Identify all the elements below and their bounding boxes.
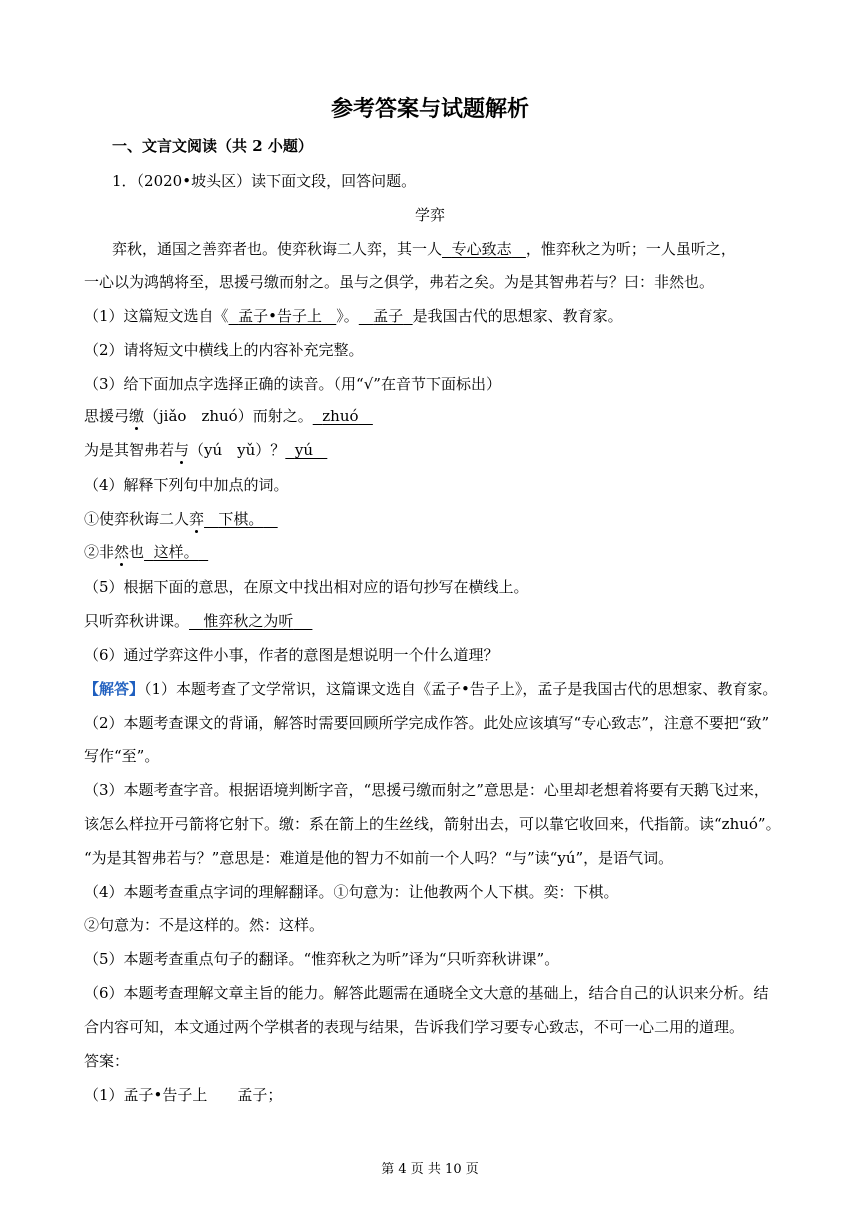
passage-text-a: 弈秋，通国之善弈者也。使弈秋诲二人弈，其一人 bbox=[112, 240, 443, 258]
q4b-line: ②非然也 这样。 bbox=[84, 541, 208, 562]
analysis-a2-l2: 写作“至”。 bbox=[84, 747, 160, 765]
analysis-a3-l1: （3）本题考查字音。根据语境判断字音，“思援弓缴而射之”意思是：心里却老想着将要有天鹅飞过来， bbox=[84, 781, 769, 799]
q1-answer-author: 孟子 bbox=[373, 307, 404, 325]
page-title: 参考答案与试题解析 bbox=[330, 96, 529, 122]
analysis-a3-l2: 该怎么样拉开弓箭将它射下。缴：系在箭上的生丝线，箭射出去，可以靠它收回来，代指箭。读“zhuó”。 bbox=[84, 815, 781, 833]
dotted-char: 缴 bbox=[129, 407, 145, 425]
section-heading: 一、文言文阅读（共 2 小题） bbox=[112, 137, 313, 155]
analysis-a6-l1: （6）本题考查理解文章主旨的能力。解答此题需在通晓全文大意的基础上，结合自己的认识来分析。结 bbox=[84, 984, 769, 1002]
analysis-a6-l2: 合内容可知，本文通过两个学棋者的表现与结果，告诉我们学习要专心致志，不可一心二用的道理。 bbox=[84, 1018, 745, 1036]
passage-line-1 bbox=[112, 238, 736, 259]
q4b-answer: 这样。 bbox=[153, 543, 199, 561]
q3a-line: 思援弓缴（jiǎo zhuó）而射之。 zhuó bbox=[84, 405, 373, 426]
q5-line: （5）根据下面的意思，在原文中找出相对应的语句抄写在横线上。 bbox=[84, 578, 529, 596]
answer-1: （1）孟子•告子上 孟子； bbox=[84, 1086, 283, 1104]
passage-blank-answer: 专心致志 bbox=[451, 240, 512, 258]
q4-line: （4）解释下列句中加点的词。 bbox=[84, 476, 289, 494]
q3b-line: 为是其智弗若与（yú yǔ）？ yú bbox=[84, 439, 327, 460]
q4a-line: ①使弈秋诲二人弈 下棋。 bbox=[84, 508, 278, 529]
q5a-answer: 惟弈秋之为听 bbox=[203, 612, 294, 630]
q1-answer-source: 孟子•告子上 bbox=[238, 307, 322, 325]
analysis-a4-l1: （4）本题考查重点字词的理解翻译。①句意为：让他教两个人下棋。奕：下棋。 bbox=[84, 883, 619, 901]
question-intro: 1．（2020•坡头区）读下面文段，回答问题。 bbox=[112, 172, 417, 190]
q6-line: （6）通过学弈这件小事，作者的意图是想说明一个什么道理？ bbox=[84, 646, 499, 664]
answer-label: 答案： bbox=[84, 1052, 130, 1070]
analysis-a3-l3: “为是其智弗若与？”意思是：难道是他的智力不如前一个人吗？“与”读“yú”，是语气词。 bbox=[84, 849, 674, 867]
analysis-a2-l1: （2）本题考查课文的背诵，解答时需要回顾所学完成作答。此处应该填写“专心致志”，注意不要把“致” bbox=[84, 714, 770, 732]
q2-line: （2）请将短文中横线上的内容补充完整。 bbox=[84, 341, 364, 359]
analysis-label: 【解答】 bbox=[84, 680, 145, 698]
page-footer: 第 4 页 共 10 页 bbox=[381, 1162, 479, 1177]
analysis-line-1: 【解答】（1）本题考查了文学常识，这篇课文选自《孟子•告子上》，孟子是我国古代的思想家、教育家。 bbox=[84, 680, 778, 698]
analysis-a5: （5）本题考查重点句子的翻译。“惟弈秋之为听”译为“只听弈秋讲课”。 bbox=[84, 950, 560, 968]
dotted-char: 然 bbox=[114, 543, 130, 561]
passage-text-b: ，惟弈秋之为听；一人虽听之， bbox=[525, 240, 736, 258]
passage-title: 学弈 bbox=[414, 206, 445, 224]
passage-line-2: 一心以为鸿鹄将至，思援弓缴而射之。虽与之俱学，弗若之矣。为是其智弗若与？曰：非然也。 bbox=[84, 273, 715, 291]
q4a-answer: 下棋。 bbox=[218, 510, 264, 528]
q3a-answer: zhuó bbox=[322, 407, 359, 425]
q5a-line: 只听弈秋讲课。 惟弈秋之为听 bbox=[84, 610, 312, 631]
q1-line: （1）这篇短文选自《 孟子•告子上 》。 孟子 是我国古代的思想家、教育家。 bbox=[84, 307, 623, 325]
q3b-answer: yú bbox=[294, 441, 313, 459]
dotted-char: 与 bbox=[174, 441, 190, 459]
dotted-char: 弈 bbox=[189, 510, 205, 528]
analysis-a4-l2: ②句意为：不是这样的。然：这样。 bbox=[84, 916, 325, 934]
q3-line: （3）给下面加点字选择正确的读音。（用“√”在音节下面标出） bbox=[84, 375, 501, 393]
